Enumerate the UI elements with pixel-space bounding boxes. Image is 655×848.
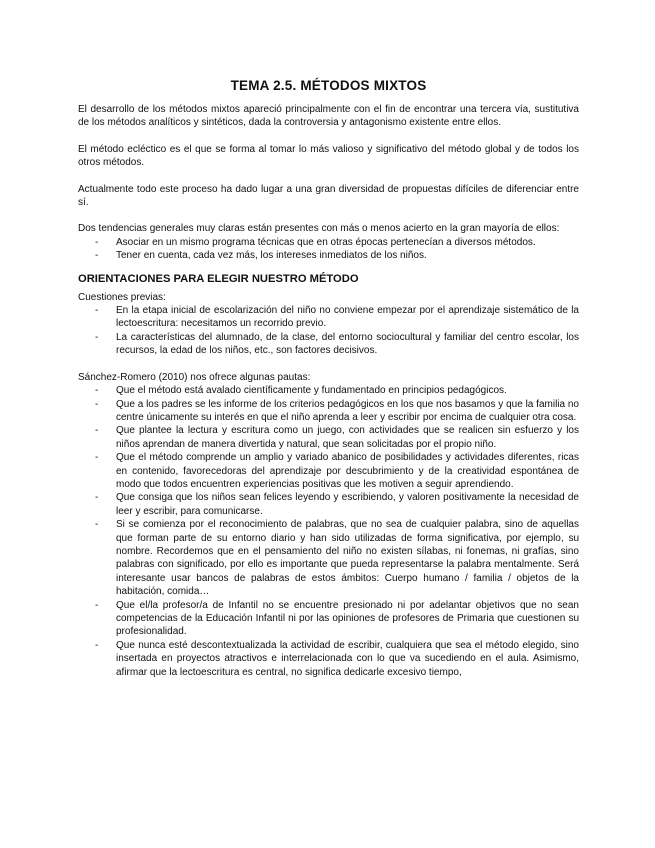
bullet-dash: -	[95, 452, 99, 464]
bullet-dash: -	[95, 331, 99, 343]
cuestiones-list	[78, 304, 579, 358]
bullet-dash: -	[95, 519, 99, 531]
paragraph-actualmente: Actualmente todo este proceso ha dado lugar a una gran diversidad de propuestas difíciles de diferenciar entre sí.	[78, 183, 579, 209]
paragraph-tendencias: Dos tendencias generales muy claras están presentes con más o menos acierto en la gran mayoría de ellos:	[78, 223, 560, 235]
list-item: - Tener en cuenta, cada vez más, los intereses inmediatos de los niños.	[95, 250, 427, 262]
bullet-dash: -	[95, 639, 99, 651]
bullet-dash: -	[95, 492, 99, 504]
list-item: - Que consiga que los niños sean felices leyendo y escribiendo, y valoren positivamente la necesidad de leer y escribir, para comunicarse.	[95, 492, 579, 517]
bullet-dash: -	[95, 599, 99, 611]
list-item: - Que plantee la lectura y escritura como un juego, con actividades que se realicen sin esfuerzo y los niños aprendan de manera divertida y natural, que sean solicitadas por el propio niño.	[95, 425, 579, 450]
pautas-list	[78, 384, 579, 679]
tendencias-list	[78, 236, 579, 263]
list-item: - En la etapa inicial de escolarización del niño no conviene empezar por el aprendizaje sistemático de la lectoescritura: necesitamos un recorrido previo.	[95, 305, 579, 330]
paragraph-intro: El desarrollo de los métodos mixtos apareció principalmente con el fin de encontrar una tercera vía, sustitutiva de los métodos analíticos y sintéticos, dada la controversia y antagonismo existente entre ellos.	[78, 104, 579, 129]
list-item: - Que el método está avalado científicamente y fundamentado en principios pedagógicos.	[95, 385, 507, 397]
bullet-dash: -	[95, 385, 99, 397]
page-title: TEMA 2.5. MÉTODOS MIXTOS	[230, 78, 427, 93]
list-item: - La características del alumnado, de la clase, del entorno sociocultural y familiar del centro escolar, los recursos, la edad de los niños, etc., son factores decisivos.	[95, 331, 579, 357]
pautas-label: Sánchez-Romero (2010) nos ofrece algunas pautas:	[78, 371, 311, 383]
bullet-dash: -	[95, 236, 99, 248]
list-item: - Que nunca esté descontextualizada la actividad de escribir, cualquiera que sea el método elegido, sino insertada en proyectos atractivos e interrelacionada con lo que va sucediendo en el aula. Asimismo, afirmar que la lectoescritura es central, no significa dedicarle excesivo tiempo,	[95, 639, 579, 678]
bullet-dash: -	[95, 398, 99, 410]
bullet-dash: -	[95, 425, 99, 437]
list-item: - Que el método comprende un amplio y variado abanico de posibilidades y actividades diferentes, ricas en contenido, favorecedoras del aprendizaje por descubrimiento y de la creatividad espontánea de modo que todos encuentren experiencias positivas que les motiven a seguir aprendiendo.	[95, 452, 579, 490]
cuestiones-label: Cuestiones previas:	[78, 291, 166, 303]
list-item: - Que el/la profesor/a de Infantil no se encuentre presionado ni por adelantar objetivos que no sean competencias de la Educación Infantil ni por las opiniones de profesores de Primaria que cuestionen su profesionalidad.	[95, 599, 579, 638]
section-heading: ORIENTACIONES PARA ELEGIR NUESTRO MÉTODO	[78, 272, 359, 285]
list-item: - Si se comienza por el reconocimiento de palabras, que no sea de cualquier palabra, sino de aquellas que forman parte de su entorno diario y han sido utilizadas de forma significativa, por ejemplo, su nombre. Recordemos que en el pensamiento del niño no existen sílabas, ni fonemas, ni grafías, sino palabras con significado, por ello es importante que pueda representarse la palabra mentalmente. Será interesante usar bancos de palabras de estos ámbitos: Cuerpo humano / familia / objetos de la habitación, comida…	[95, 519, 579, 598]
list-item: - Asociar en un mismo programa técnicas que en otras épocas pertenecían a diversos métodos.	[95, 236, 536, 248]
list-item: - Que a los padres se les informe de los criterios pedagógicos en los que nos basamos y que la familia no centre únicamente su interés en que el niño aprenda a leer y escribir por encima de cualquier otra cosa.	[95, 398, 579, 423]
bullet-dash: -	[95, 305, 99, 317]
paragraph-eclectico: El método ecléctico es el que se forma al tomar lo más valioso y significativo del método global y de todos los otros métodos.	[78, 143, 579, 169]
bullet-dash: -	[95, 250, 99, 262]
